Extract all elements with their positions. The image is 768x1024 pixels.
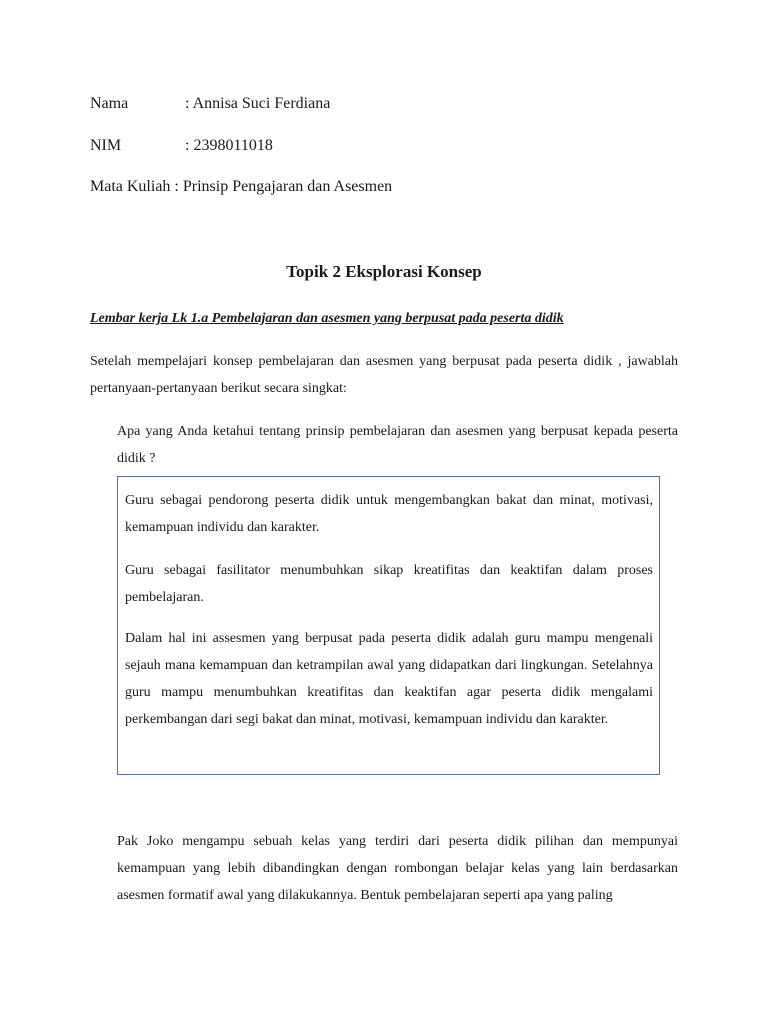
answer-paragraph-1: Guru sebagai pendorong peserta didik untuk mengembangkan bakat dan minat, motivasi, kemampuan individu dan karakter.	[125, 493, 653, 535]
nim-value: : 2398011018	[185, 137, 273, 154]
nama-label: Nama	[90, 95, 129, 112]
nim-label: NIM	[90, 137, 122, 154]
page-title: Topik 2 Eksplorasi Konsep	[286, 262, 482, 281]
case-paragraph: Pak Joko mengampu sebuah kelas yang terdiri dari peserta didik pilihan dan mempunyai kemampuan yang lebih dibandingkan dengan rombongan belajar kelas yang lain berdasarkan asesmen formatif awal yang dilakukannya. Bentuk pembelajaran seperti apa yang paling	[117, 834, 678, 903]
mata-kuliah-value: : Prinsip Pengajaran dan Asesmen	[174, 178, 393, 195]
nama-row	[90, 94, 330, 114]
mata-kuliah-label: Mata Kuliah	[90, 178, 171, 195]
nim-row	[90, 136, 273, 156]
mata-kuliah-row	[90, 177, 392, 197]
nama-value: : Annisa Suci Ferdiana	[185, 95, 331, 112]
intro-paragraph: Setelah mempelajari konsep pembelajaran dan asesmen yang berpusat pada peserta didik , jawablah pertanyaan-pertanyaan berikut secara singkat:	[90, 354, 678, 396]
answer-paragraph-2: Guru sebagai fasilitator menumbuhkan sikap kreatifitas dan keaktifan dalam proses pembelajaran.	[125, 563, 653, 605]
question-paragraph: Apa yang Anda ketahui tentang prinsip pembelajaran dan asesmen yang berpusat kepada peserta didik ?	[117, 424, 678, 466]
answer-box	[117, 476, 660, 775]
worksheet-subtitle: Lembar kerja Lk 1.a Pembelajaran dan asesmen yang berpusat pada peserta didik	[90, 311, 564, 326]
answer-paragraph-3: Dalam hal ini assesmen yang berpusat pada peserta didik adalah guru mampu mengenali sejauh mana kemampuan dan ketrampilan awal yang didapatkan dari lingkungan. Setelahnya guru mampu menumbuhkan kreatifitas dan keaktifan agar peserta didik mengalami perkembangan dari segi bakat dan minat, motivasi, kemampuan individu dan karakter.	[125, 631, 653, 727]
